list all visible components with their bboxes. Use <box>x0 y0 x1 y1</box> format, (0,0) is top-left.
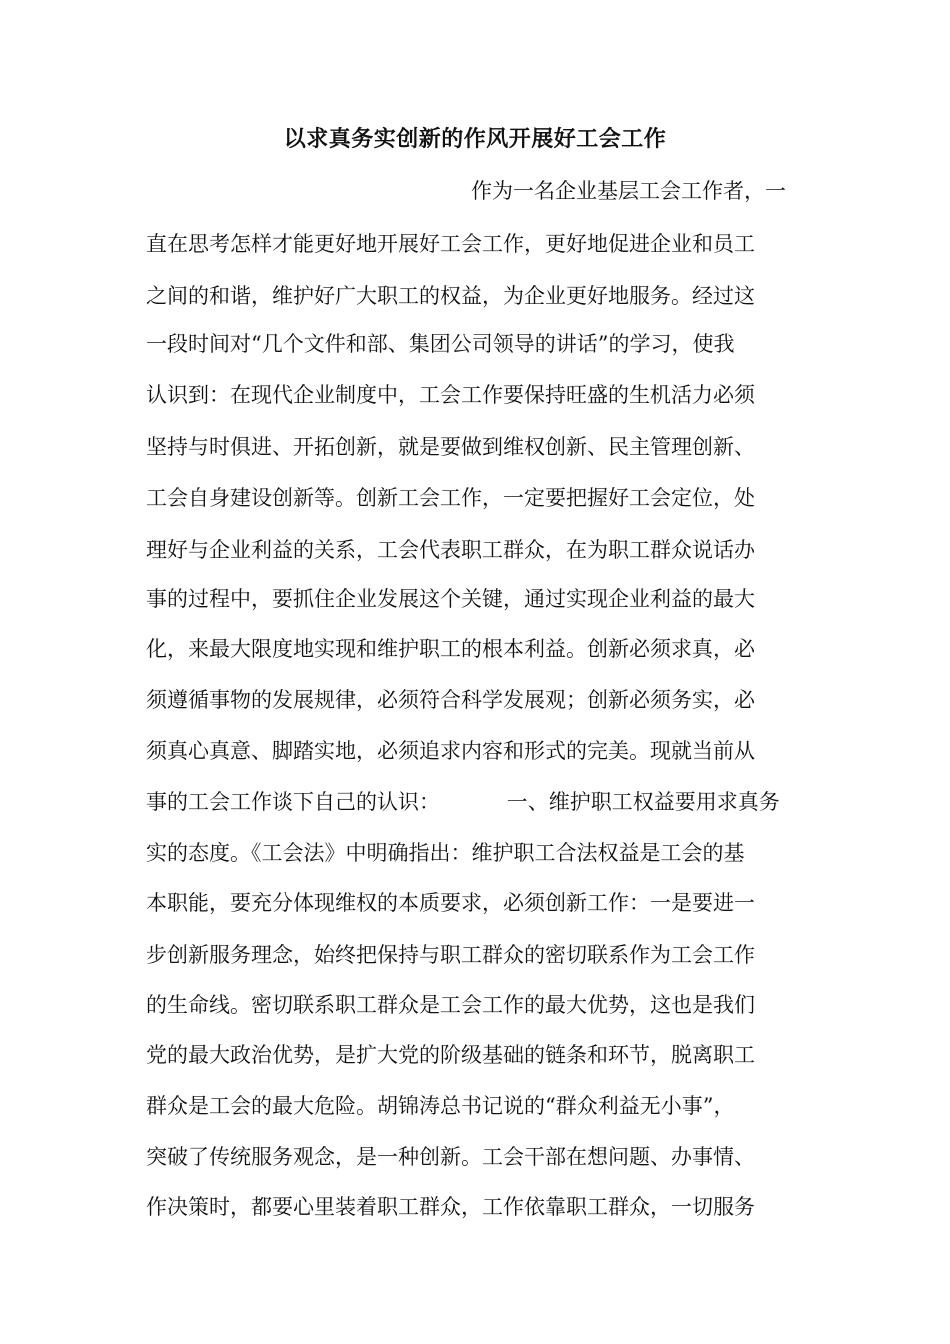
paragraph-line: 工会自身建设创新等。创新工会工作，一定要把握好工会定位，处 <box>146 486 755 510</box>
paragraph-line: 本职能，要充分体现维权的本质要求，必须创新工作：一是要进一 <box>146 891 755 915</box>
paragraph-line: 党的最大政治优势，是扩大党的阶级基础的链条和环节，脱离职工 <box>146 1043 755 1067</box>
paragraph-line: 之间的和谐，维护好广大职工的权益，为企业更好地服务。经过这 <box>146 284 755 308</box>
paragraph-line: 理好与企业利益的关系，工会代表职工群众，在为职工群众说话办 <box>146 538 755 562</box>
paragraph-line: 须遵循事物的发展规律，必须符合科学发展观；创新必须务实，必 <box>146 688 755 712</box>
paragraph-line: 事的过程中，要抓住企业发展这个关键，通过实现企业利益的最大 <box>146 587 755 611</box>
paragraph-line: 实的态度。《工会法》中明确指出：维护职工合法权益是工会的基 <box>146 841 745 865</box>
paragraph-line: 化，来最大限度地实现和维护职工的根本利益。创新必须求真，必 <box>146 637 755 661</box>
paragraph-line: 坚持与时俱进、开拓创新，就是要做到维权创新、民主管理创新、 <box>146 435 755 459</box>
paragraph-line: 作为一名企业基层工会工作者，一 <box>471 179 786 203</box>
paragraph-line: 须真心真意、脚踏实地，必须追求内容和形式的完美。现就当前从 <box>146 739 755 763</box>
paragraph-line: 事的工会工作谈下自己的认识： 一、维护职工权益要用求真务 <box>146 790 780 814</box>
paragraph-line: 直在思考怎样才能更好地开展好工会工作，更好地促进企业和员工 <box>146 232 755 256</box>
paragraph-line: 作决策时，都要心里装着职工群众，工作依靠职工群众，一切服务 <box>146 1195 755 1219</box>
paragraph-line: 突破了传统服务观念，是一种创新。工会干部在想问题、办事情、 <box>146 1145 755 1169</box>
paragraph-line: 群众是工会的最大危险。胡锦涛总书记说的“群众利益无小事”， <box>146 1094 735 1118</box>
paragraph-line: 一段时间对“几个文件和部、集团公司领导的讲话”的学习，使我 <box>146 332 735 356</box>
paragraph-line: 认识到：在现代企业制度中，工会工作要保持旺盛的生机活力必须 <box>146 383 755 407</box>
paragraph-line: 的生命线。密切联系职工群众是工会工作的最大优势，这也是我们 <box>146 993 755 1017</box>
paragraph-line: 步创新服务理念，始终把保持与职工群众的密切联系作为工会工作 <box>146 943 755 967</box>
document-title: 以求真务实创新的作风开展好工会工作 <box>283 126 667 152</box>
